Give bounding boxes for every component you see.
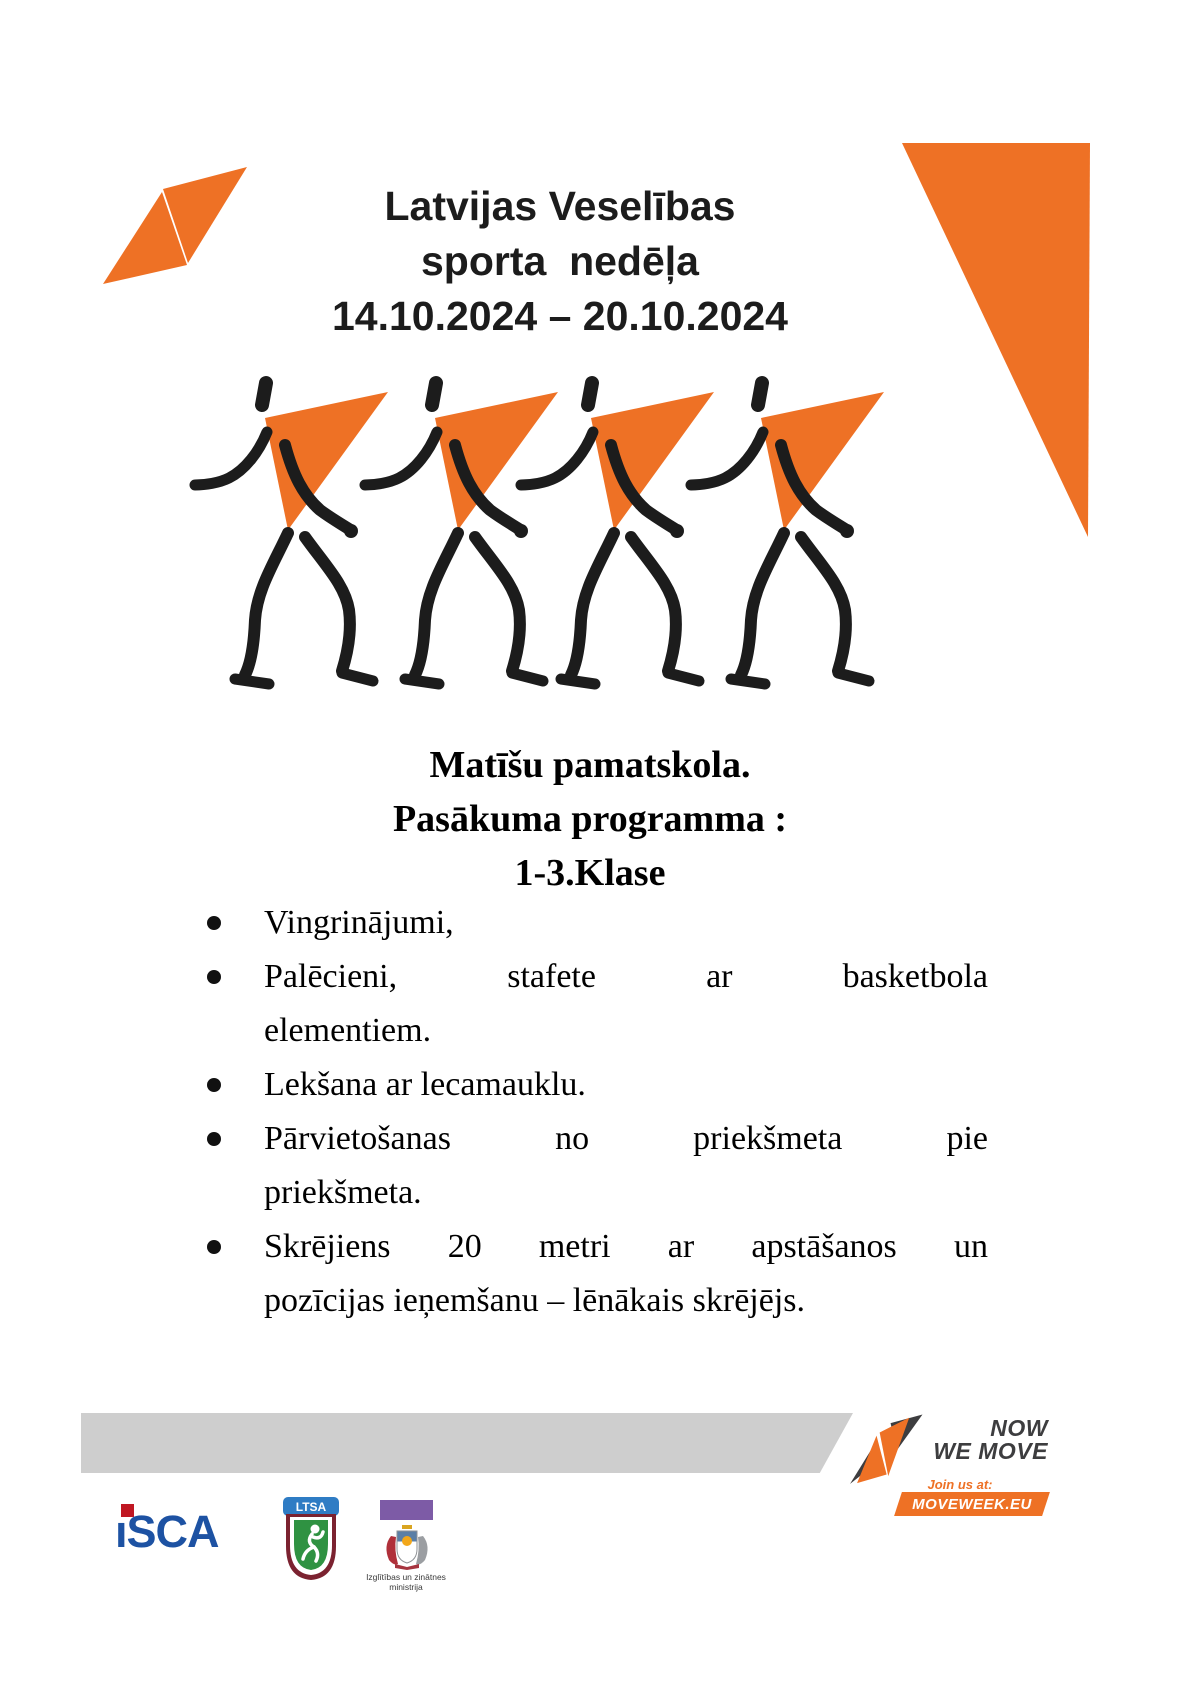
activity-word: basketbola [842, 958, 988, 995]
event-title-line: Latvijas Veselības [384, 183, 736, 229]
nwm-site-url: MOVEWEEK.EU [912, 1496, 1032, 1513]
bullet-dot-icon [207, 1078, 221, 1092]
ministry-arms-icon [381, 1524, 433, 1570]
activity-word: ar [667, 1228, 695, 1265]
isca-logo [115, 1504, 265, 1557]
event-title-line: sporta nedēļa [421, 238, 699, 284]
activity-line: Lekšana ar lecamauklu. [264, 1058, 988, 1112]
bullet-dot-icon [207, 916, 221, 930]
activity-line: pozīcijas ieņemšanu – lēnākais skrējējs. [264, 1282, 805, 1319]
footer-gray-bar [81, 1413, 853, 1473]
activity-line [264, 950, 988, 1004]
grade-level: 1-3.Klase [514, 852, 666, 894]
isca-wordmark: ıSCA [115, 1506, 219, 1557]
ltsa-wordmark: LTSA [295, 1500, 327, 1514]
activity-word: pie [946, 1120, 988, 1157]
program-subtitle: Pasākuma programma : [392, 798, 788, 840]
school-name: Matīšu pamatskola. [429, 744, 751, 786]
bullet-dot-icon [207, 970, 221, 984]
activity-word: no [555, 1120, 590, 1157]
activity-word: Skrējiens [264, 1228, 391, 1265]
activity-word: 20 [447, 1228, 482, 1265]
program-heading [205, 738, 975, 900]
ltsa-badge-icon [282, 1496, 340, 1582]
ministry-name [346, 1572, 466, 1592]
activity-line [264, 1112, 988, 1166]
ministry-flag-icon [380, 1500, 433, 1520]
activity-word: apstāšanos [751, 1228, 897, 1265]
runners-illustration [170, 370, 930, 690]
bullet-dot-icon [207, 1240, 221, 1254]
event-title [170, 179, 950, 344]
ministry-name-line: ministrija [389, 1582, 423, 1592]
activity-word: Pārvietošanas [264, 1120, 451, 1157]
activity-word: metri [538, 1228, 611, 1265]
activity-word: priekšmeta [693, 1120, 843, 1157]
activity-word: Palēcieni, [264, 958, 398, 995]
activity-line: elementiem. [264, 1012, 432, 1049]
ministry-name-line: Izglītības un zinātnes [366, 1572, 446, 1582]
activity-line [264, 1220, 988, 1274]
nwm-line-wemove: WE MOVE [933, 1438, 1048, 1464]
nowwemove-wordmark [920, 1417, 1048, 1463]
activity-word: ar [706, 958, 733, 995]
nwm-join-us: Join us at: [927, 1477, 993, 1492]
activity-word: un [953, 1228, 988, 1265]
bullet-dot-icon [207, 1132, 221, 1146]
runner-icon [691, 383, 884, 684]
nwm-line-now: NOW [990, 1415, 1048, 1441]
activity-list [264, 896, 988, 1328]
activity-word: stafete [507, 958, 596, 995]
runner-icon [521, 383, 714, 684]
activity-line: Vingrinājumi, [264, 896, 988, 950]
nowwemove-mark-icon [850, 1413, 928, 1487]
runner-icon [195, 383, 388, 684]
event-title-line: 14.10.2024 – 20.10.2024 [332, 293, 788, 339]
activity-line: priekšmeta. [264, 1174, 422, 1211]
runner-icon [365, 383, 558, 684]
